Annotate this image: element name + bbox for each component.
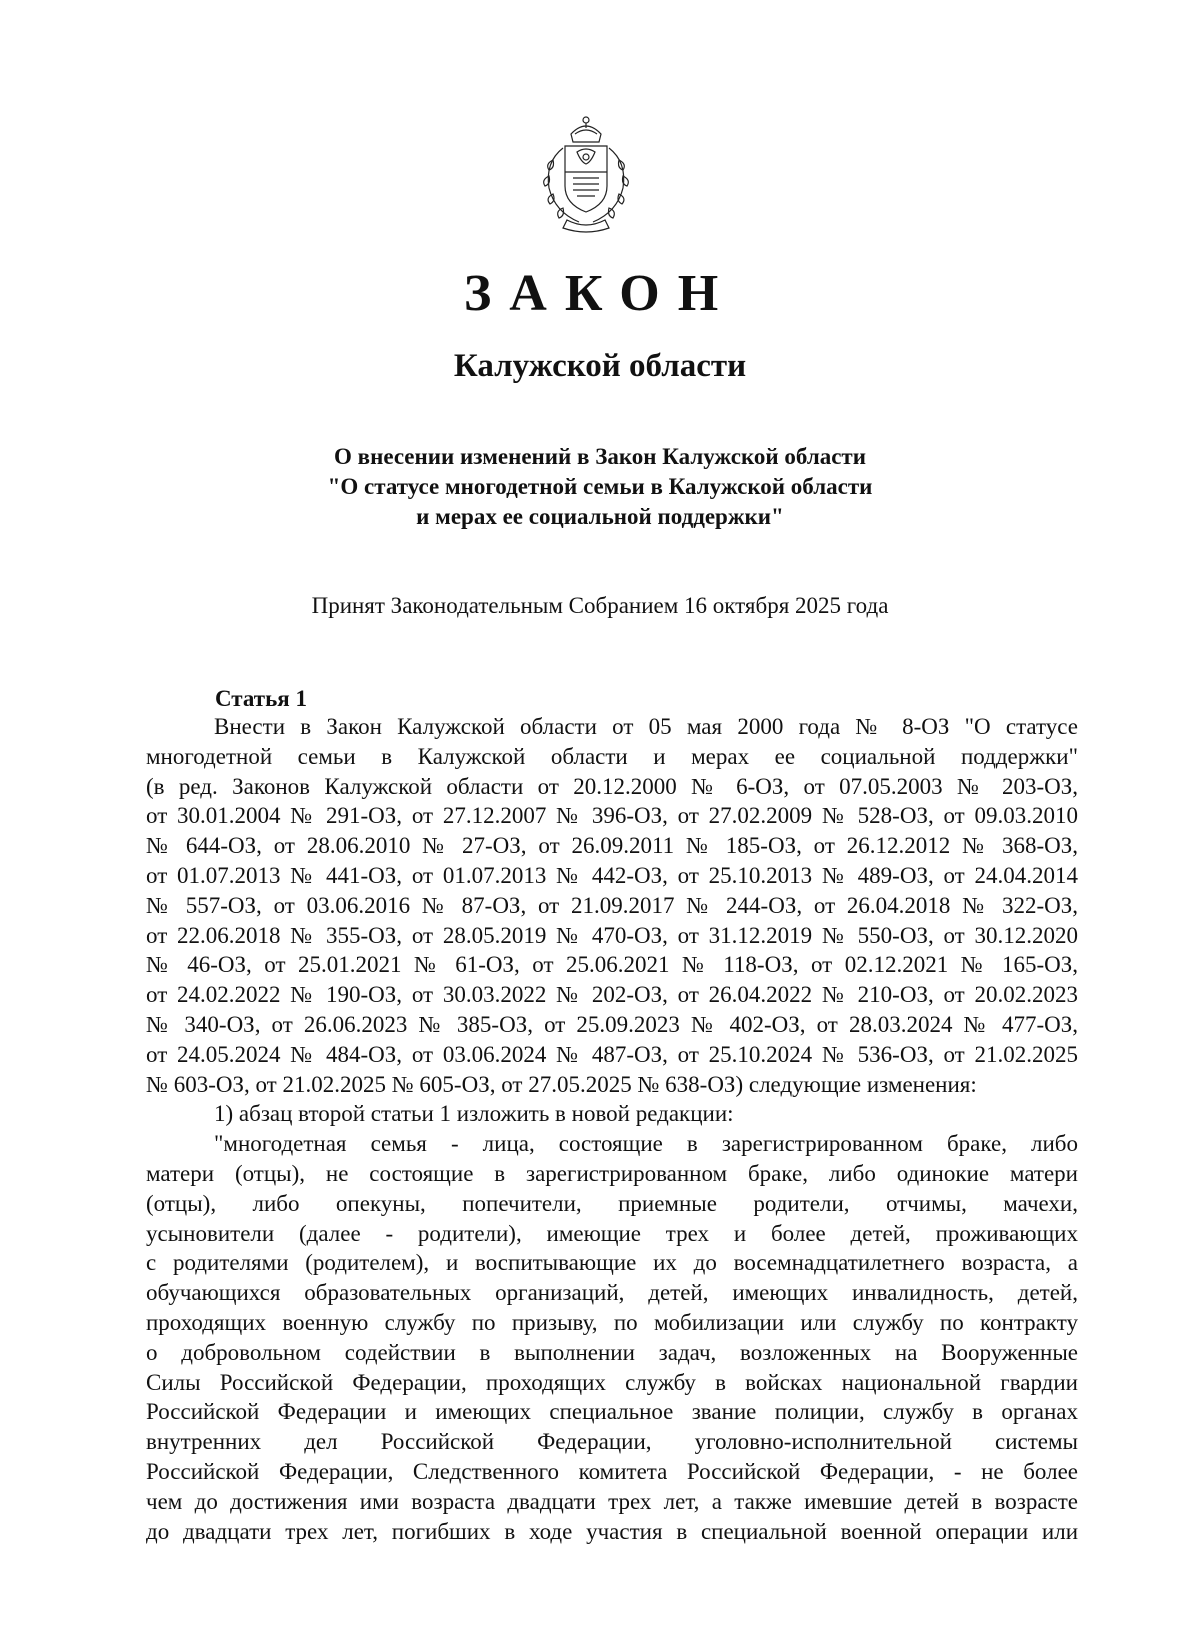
article-body xyxy=(146,712,1078,1546)
adoption-line: Принят Законодательным Собранием 16 октября 2025 года xyxy=(311,593,889,618)
text-line: (отцы), либо опекуны, попечители, приемные родители, отчимы, мачехи, xyxy=(146,1190,1078,1216)
text-line: (в ред. Законов Калужской области от 20.12.2000 № 6-ОЗ, от 07.05.2003 № 203-ОЗ, xyxy=(146,773,1078,799)
text-line: внутренних дел Российской Федерации, уголовно-исполнительной системы xyxy=(146,1429,1078,1455)
text-line: № 557-ОЗ, от 03.06.2016 № 87-ОЗ, от 21.09.2017 № 244-ОЗ, от 26.04.2018 № 322-ОЗ, xyxy=(146,892,1078,918)
law-heading xyxy=(0,442,1200,532)
text-line: чем до достижения ими возраста двадцати трех лет, а также имевшие детей в возрасте xyxy=(146,1488,1078,1514)
law-heading-line: О внесении изменений в Закон Калужской области xyxy=(334,444,866,469)
text-line: обучающихся образовательных организаций, детей, имеющих инвалидность, детей, xyxy=(146,1280,1078,1306)
text-line: № 603-ОЗ, от 21.02.2025 № 605-ОЗ, от 27.05.2025 № 638-ОЗ) следующие изменения: xyxy=(146,1071,977,1097)
text-line: многодетной семьи в Калужской области и мерах ее социальной поддержки" xyxy=(146,743,1078,769)
coat-of-arms-emblem xyxy=(527,112,645,236)
text-line: о добровольном содействии в выполнении задач, возложенных на Вооруженные xyxy=(146,1339,1078,1365)
text-line: № 340-ОЗ, от 26.06.2023 № 385-ОЗ, от 25.09.2023 № 402-ОЗ, от 28.03.2024 № 477-ОЗ, xyxy=(146,1011,1078,1037)
text-line: Внести в Закон Калужской области от 05 мая 2000 года № 8-ОЗ "О статусе xyxy=(214,714,1078,739)
text-line: от 24.02.2022 № 190-ОЗ, от 30.03.2022 № 202-ОЗ, от 26.04.2022 № 210-ОЗ, от 20.02.2023 xyxy=(146,982,1078,1008)
text-line: Российской Федерации и имеющих специальное звание полиции, службу в органах xyxy=(146,1399,1078,1425)
text-line: матери (отцы), не состоящие в зарегистрированном браке, либо одинокие матери xyxy=(146,1160,1078,1186)
law-heading-line: и мерах ее социальной поддержки" xyxy=(416,504,784,529)
text-line: от 01.07.2013 № 441-ОЗ, от 01.07.2013 № 442-ОЗ, от 25.10.2013 № 489-ОЗ, от 24.04.2014 xyxy=(146,862,1078,888)
text-line: от 24.05.2024 № 484-ОЗ, от 03.06.2024 № 487-ОЗ, от 25.10.2024 № 536-ОЗ, от 21.02.2025 xyxy=(146,1041,1078,1067)
text-line: 1) абзац второй статьи 1 изложить в новой редакции: xyxy=(214,1101,734,1127)
document-title: ЗАКОН xyxy=(463,265,737,322)
text-line: "многодетная семья - лица, состоящие в зарегистрированном браке, либо xyxy=(214,1131,1078,1157)
text-line: Силы Российской Федерации, проходящих службу в войсках национальной гвардии xyxy=(146,1369,1078,1395)
text-line: с родителями (родителем), и воспитывающие их до восемнадцатилетнего возраста, а xyxy=(146,1250,1078,1276)
document-subtitle: Калужской области xyxy=(453,348,747,384)
text-line: № 46-ОЗ, от 25.01.2021 № 61-ОЗ, от 25.06.2021 № 118-ОЗ, от 02.12.2021 № 165-ОЗ, xyxy=(146,952,1078,978)
text-line: усыновители (далее - родители), имеющие трех и более детей, проживающих xyxy=(146,1220,1078,1246)
article-title: Статья 1 xyxy=(215,686,307,711)
text-line: от 30.01.2004 № 291-ОЗ, от 27.12.2007 № 396-ОЗ, от 27.02.2009 № 528-ОЗ, от 09.03.2010 xyxy=(146,803,1078,829)
text-line: Российской Федерации, Следственного комитета Российской Федерации, - не более xyxy=(146,1458,1078,1484)
law-heading-line: "О статусе многодетной семьи в Калужской области xyxy=(327,474,873,499)
text-line: до двадцати трех лет, погибших в ходе участия в специальной военной операции или xyxy=(146,1518,1078,1544)
text-line: проходящих военную службу по призыву, по мобилизации или службу по контракту xyxy=(146,1309,1078,1335)
text-line: от 22.06.2018 № 355-ОЗ, от 28.05.2019 № 470-ОЗ, от 31.12.2019 № 550-ОЗ, от 30.12.2020 xyxy=(146,922,1078,948)
text-line: № 644-ОЗ, от 28.06.2010 № 27-ОЗ, от 26.09.2011 № 185-ОЗ, от 26.12.2012 № 368-ОЗ, xyxy=(146,833,1078,859)
